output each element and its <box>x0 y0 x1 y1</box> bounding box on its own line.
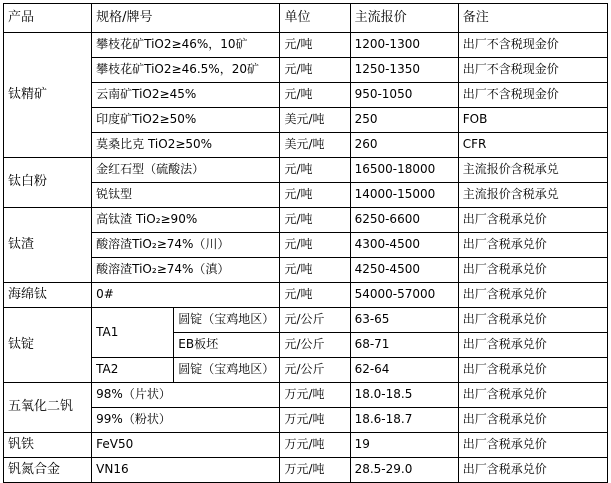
spec-cell: 云南矿TiO2≥45% <box>92 83 280 108</box>
price-cell: 19 <box>350 433 458 458</box>
table-row <box>4 108 608 133</box>
note-cell: 出厂含税承兑价 <box>458 358 607 383</box>
table-header <box>4 4 608 33</box>
table-row <box>4 408 608 433</box>
product-category-cell: 钛白粉 <box>4 158 92 208</box>
spec-cell: 攀枝花矿TiO2≥46%，10矿 <box>92 33 280 58</box>
spec-cell: 攀枝花矿TiO2≥46.5%，20矿 <box>92 58 280 83</box>
spec-cell: 锐钛型 <box>92 183 280 208</box>
unit-cell: 元/吨 <box>280 233 350 258</box>
note-cell: 出厂含税承兑价 <box>458 333 607 358</box>
spec-cell: 印度矿TiO2≥50% <box>92 108 280 133</box>
unit-cell: 元/吨 <box>280 58 350 83</box>
spec-cell: 圆锭（宝鸡地区） <box>174 308 280 333</box>
price-cell: 54000-57000 <box>350 283 458 308</box>
product-category-cell: 钛精矿 <box>4 33 92 158</box>
note-cell: 主流报价含税承兑 <box>458 158 607 183</box>
header-product: 产品 <box>4 4 92 33</box>
price-cell: 260 <box>350 133 458 158</box>
table-row <box>4 308 608 333</box>
unit-cell: 元/吨 <box>280 158 350 183</box>
note-cell: FOB <box>458 108 607 133</box>
table-row <box>4 358 608 383</box>
note-cell: 出厂含税承兑价 <box>458 383 607 408</box>
price-cell: 63-65 <box>350 308 458 333</box>
product-category-cell: 钒铁 <box>4 433 92 458</box>
product-price-table <box>3 3 608 483</box>
unit-cell: 元/吨 <box>280 283 350 308</box>
price-table-sheet <box>0 3 611 477</box>
product-category-cell: 五氧化二钒 <box>4 383 92 433</box>
table-row <box>4 58 608 83</box>
grade-cell: TA1 <box>92 308 174 358</box>
price-cell: 62-64 <box>350 358 458 383</box>
note-cell: 出厂含税承兑价 <box>458 258 607 283</box>
unit-cell: 元/吨 <box>280 258 350 283</box>
table-row <box>4 258 608 283</box>
table-row <box>4 183 608 208</box>
note-cell: 主流报价含税承兑 <box>458 183 607 208</box>
unit-cell: 万元/吨 <box>280 383 350 408</box>
note-cell: 出厂含税承兑价 <box>458 308 607 333</box>
unit-cell: 万元/吨 <box>280 408 350 433</box>
header-spec: 规格/牌号 <box>92 4 280 33</box>
unit-cell: 元/吨 <box>280 83 350 108</box>
unit-cell: 万元/吨 <box>280 433 350 458</box>
note-cell: 出厂含税承兑价 <box>458 233 607 258</box>
spec-cell: 99%（粉状） <box>92 408 280 433</box>
price-cell: 16500-18000 <box>350 158 458 183</box>
note-cell: 出厂不含税现金价 <box>458 83 607 108</box>
spec-cell: 98%（片状） <box>92 383 280 408</box>
product-category-cell: 钛锭 <box>4 308 92 383</box>
product-category-cell: 钛渣 <box>4 208 92 283</box>
table-row <box>4 233 608 258</box>
price-cell: 68-71 <box>350 333 458 358</box>
table-row <box>4 133 608 158</box>
spec-cell: 金红石型（硫酸法） <box>92 158 280 183</box>
price-cell: 28.5-29.0 <box>350 458 458 483</box>
unit-cell: 元/公斤 <box>280 358 350 383</box>
price-cell: 6250-6600 <box>350 208 458 233</box>
note-cell: 出厂不含税现金价 <box>458 58 607 83</box>
spec-cell: EB板坯 <box>174 333 280 358</box>
price-cell: 4250-4500 <box>350 258 458 283</box>
note-cell: 出厂含税承兑价 <box>458 408 607 433</box>
price-cell: 4300-4500 <box>350 233 458 258</box>
product-category-cell: 海绵钛 <box>4 283 92 308</box>
spec-cell: 酸溶渣TiO₂≥74%（川） <box>92 233 280 258</box>
header-price: 主流报价 <box>350 4 458 33</box>
unit-cell: 元/公斤 <box>280 333 350 358</box>
price-cell: 950-1050 <box>350 83 458 108</box>
header-row <box>4 4 608 33</box>
price-cell: 18.6-18.7 <box>350 408 458 433</box>
unit-cell: 万元/吨 <box>280 458 350 483</box>
spec-cell: 圆锭（宝鸡地区） <box>174 358 280 383</box>
note-cell: 出厂不含税现金价 <box>458 33 607 58</box>
table-body <box>4 33 608 483</box>
table-row <box>4 433 608 458</box>
spec-cell: 酸溶渣TiO₂≥74%（滇） <box>92 258 280 283</box>
price-cell: 1250-1350 <box>350 58 458 83</box>
grade-cell: TA2 <box>92 358 174 383</box>
unit-cell: 元/吨 <box>280 208 350 233</box>
unit-cell: 元/公斤 <box>280 308 350 333</box>
unit-cell: 美元/吨 <box>280 133 350 158</box>
note-cell: 出厂含税承兑价 <box>458 458 607 483</box>
table-row <box>4 158 608 183</box>
price-cell: 14000-15000 <box>350 183 458 208</box>
note-cell: CFR <box>458 133 607 158</box>
spec-cell: VN16 <box>92 458 280 483</box>
spec-cell: FeV50 <box>92 433 280 458</box>
price-cell: 250 <box>350 108 458 133</box>
spec-cell: 高钛渣 TiO₂≥90% <box>92 208 280 233</box>
note-cell: 出厂含税承兑价 <box>458 208 607 233</box>
price-cell: 18.0-18.5 <box>350 383 458 408</box>
table-row <box>4 283 608 308</box>
table-row <box>4 458 608 483</box>
table-row <box>4 83 608 108</box>
header-note: 备注 <box>458 4 607 33</box>
unit-cell: 美元/吨 <box>280 108 350 133</box>
spec-cell: 0# <box>92 283 280 308</box>
spec-cell: 莫桑比克 TiO2≥50% <box>92 133 280 158</box>
product-category-cell: 钒氮合金 <box>4 458 92 483</box>
unit-cell: 元/吨 <box>280 183 350 208</box>
note-cell: 出厂含税承兑价 <box>458 283 607 308</box>
note-cell: 出厂含税承兑价 <box>458 433 607 458</box>
table-row <box>4 383 608 408</box>
table-row <box>4 208 608 233</box>
price-cell: 1200-1300 <box>350 33 458 58</box>
table-row <box>4 33 608 58</box>
unit-cell: 元/吨 <box>280 33 350 58</box>
header-unit: 单位 <box>280 4 350 33</box>
